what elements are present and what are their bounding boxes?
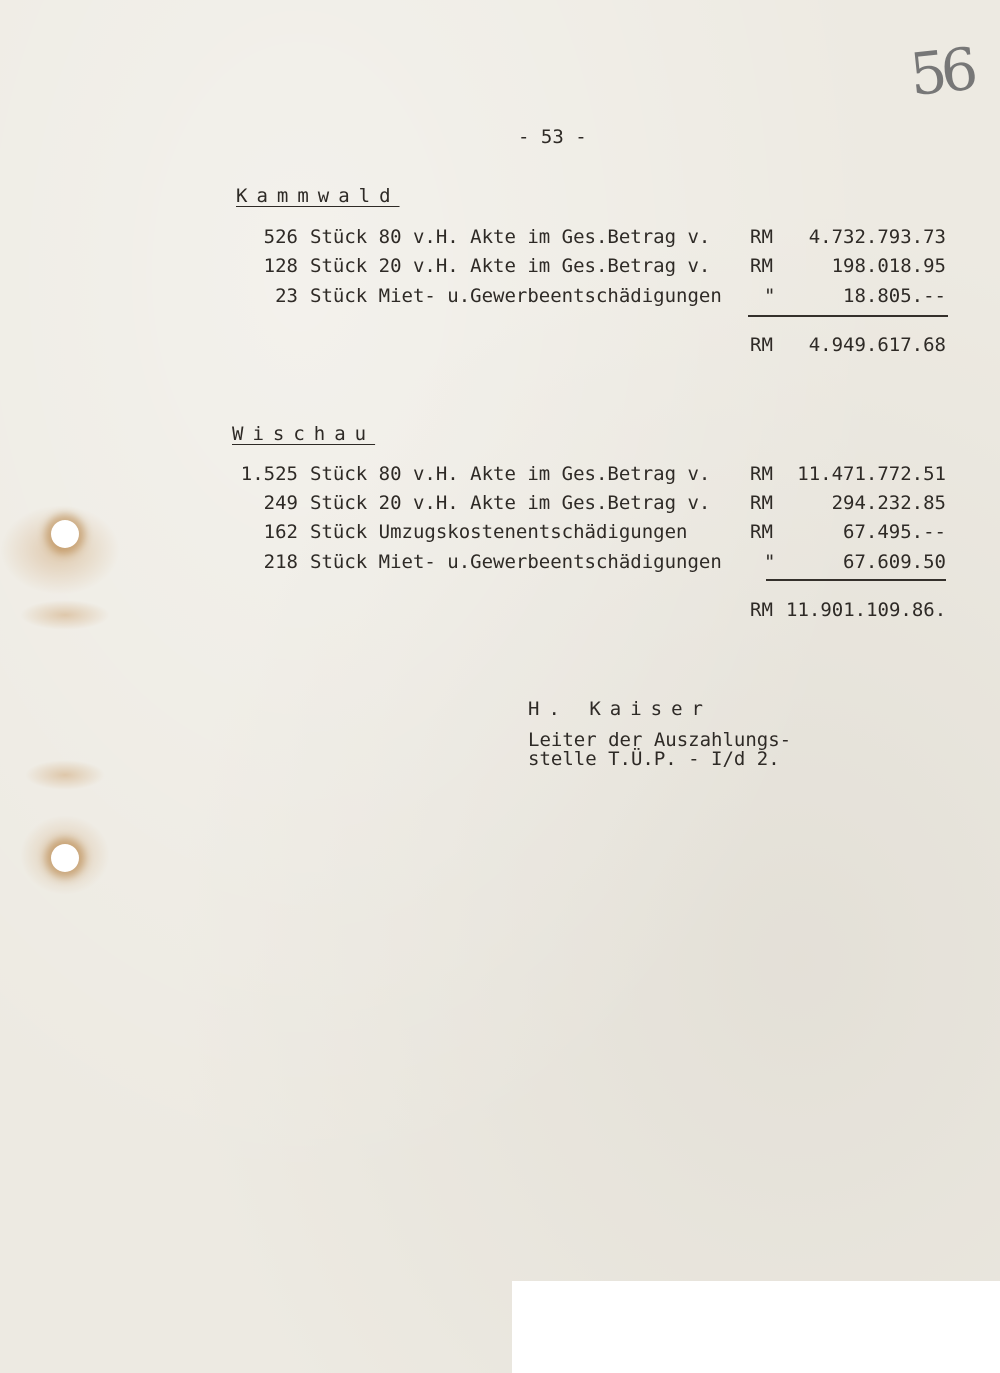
table-row bbox=[0, 550, 1000, 574]
total-currency: RM bbox=[750, 599, 773, 621]
row-count: 128 bbox=[263, 255, 298, 277]
section-heading-wischau: Wischau bbox=[232, 423, 376, 445]
row-description: Stück Miet- u.Gewerbeentschädigungen bbox=[310, 551, 722, 573]
table-row bbox=[0, 254, 1000, 278]
row-description: Stück 80 v.H. Akte im Ges.Betrag v. bbox=[310, 463, 711, 485]
table-row bbox=[0, 284, 1000, 308]
row-currency: " bbox=[764, 551, 776, 573]
total-row-kammwald bbox=[0, 333, 1000, 357]
row-amount: 198.018.95 bbox=[831, 255, 946, 277]
row-count: 526 bbox=[263, 226, 298, 248]
sum-rule-kammwald bbox=[748, 315, 948, 317]
sum-rule-wischau bbox=[766, 579, 946, 581]
table-row bbox=[0, 462, 1000, 486]
section-heading-kammwald: Kammwald bbox=[236, 185, 400, 207]
table-row bbox=[0, 520, 1000, 544]
table-row bbox=[0, 225, 1000, 249]
signature-name: H. Kaiser bbox=[528, 698, 712, 720]
signature-title-line2: stelle T.Ü.P. - I/d 2. bbox=[528, 748, 780, 770]
archive-number: 56 bbox=[906, 34, 976, 110]
row-amount: 18.805.-- bbox=[843, 285, 946, 307]
row-amount: 4.732.793.73 bbox=[808, 226, 946, 248]
total-row-wischau bbox=[0, 598, 1000, 622]
row-currency: RM bbox=[750, 521, 773, 543]
row-amount: 11.471.772.51 bbox=[797, 463, 946, 485]
total-amount: 4.949.617.68 bbox=[808, 334, 946, 356]
row-description: Stück Miet- u.Gewerbeentschädigungen bbox=[310, 285, 722, 307]
row-currency: RM bbox=[750, 492, 773, 514]
row-count: 23 bbox=[275, 285, 298, 307]
scan-corner-blank bbox=[512, 1281, 1000, 1373]
row-amount: 67.495.-- bbox=[843, 521, 946, 543]
punch-hole-bottom bbox=[51, 844, 79, 872]
page-number: - 53 - bbox=[518, 126, 587, 148]
total-amount: 11.901.109.86. bbox=[786, 599, 947, 621]
total-currency: RM bbox=[750, 334, 773, 356]
row-description: Stück 80 v.H. Akte im Ges.Betrag v. bbox=[310, 226, 711, 248]
row-count: 249 bbox=[263, 492, 298, 514]
row-description: Stück 20 v.H. Akte im Ges.Betrag v. bbox=[310, 255, 711, 277]
row-count: 218 bbox=[263, 551, 298, 573]
row-count: 1.525 bbox=[240, 463, 298, 485]
row-currency: RM bbox=[750, 226, 773, 248]
stain-lower bbox=[25, 760, 105, 790]
table-row bbox=[0, 491, 1000, 515]
row-amount: 67.609.50 bbox=[843, 551, 946, 573]
signature-title-line1: Leiter der Auszahlungs- bbox=[528, 729, 792, 751]
row-description: Stück Umzugskostenentschädigungen bbox=[310, 521, 688, 543]
row-currency: RM bbox=[750, 255, 773, 277]
row-description: Stück 20 v.H. Akte im Ges.Betrag v. bbox=[310, 492, 711, 514]
row-currency: RM bbox=[750, 463, 773, 485]
row-currency: " bbox=[764, 285, 776, 307]
row-amount: 294.232.85 bbox=[831, 492, 946, 514]
row-count: 162 bbox=[263, 521, 298, 543]
